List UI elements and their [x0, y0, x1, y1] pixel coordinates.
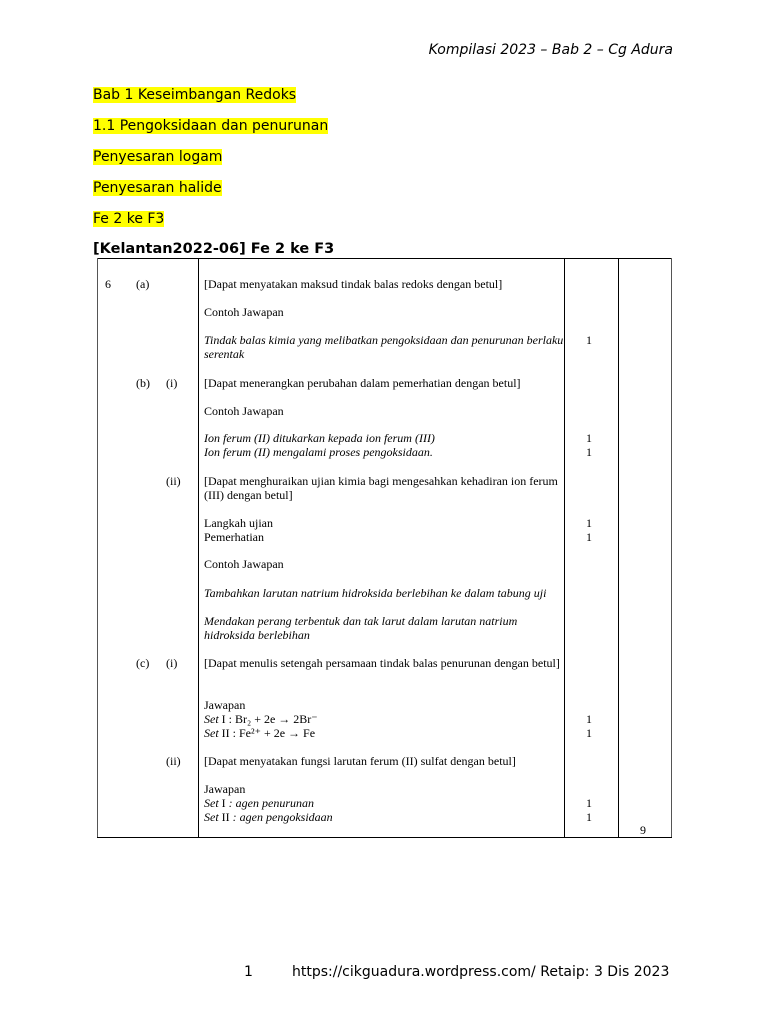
answer-text: Ion ferum (II) mengalami proses pengoksidaan. [204, 445, 433, 459]
subpart-label: (i) [166, 656, 178, 670]
function-set-1: Set I : agen penurunan [204, 796, 314, 810]
part-label: (a) [136, 277, 150, 291]
mark-value: 1 [586, 726, 592, 740]
page-number: 1 [244, 964, 253, 980]
mark-value: 1 [586, 445, 592, 459]
example-label: Contoh Jawapan [204, 557, 284, 571]
mark-value: 1 [586, 712, 592, 726]
mark-value: 1 [586, 516, 592, 530]
criteria-text: [Dapat menerangkan perubahan dalam pemerhatian dengan betul] [204, 376, 521, 390]
criteria-text: [Dapat menghuraikan ujian kimia bagi mengesahkan kehadiran ion ferum (III) dengan betul] [204, 474, 558, 502]
mark-value: 1 [586, 810, 592, 824]
mark-value: 1 [586, 796, 592, 810]
highlight-halide-displacement: Penyesaran halide [93, 180, 222, 196]
equation-set-1: Set I : Br₂ + 2e → 2Br⁻ [204, 712, 318, 726]
answer-text: Tindak balas kimia yang melibatkan pengoksidaan dan penurunan berlaku serentak [204, 333, 564, 361]
footer-text: https://cikguadura.wordpress.com/ Retaip: 3 Dis 2023 [292, 964, 670, 980]
part-label: (b) [136, 376, 150, 390]
highlight-chapter: Bab 1 Keseimbangan Redoks [93, 87, 297, 103]
table-divider [564, 258, 565, 837]
answer-label: Jawapan [204, 698, 246, 712]
total-marks: 9 [640, 823, 646, 837]
observation-label: Pemerhatian [204, 530, 264, 544]
equation-set-2: Set II : Fe²⁺ + 2e → Fe [204, 726, 316, 740]
subpart-label: (i) [166, 376, 178, 390]
criteria-text: [Dapat menyatakan fungsi larutan ferum (II) sulfat dengan betul] [204, 754, 516, 768]
part-label: (c) [136, 656, 150, 670]
page-header: Kompilasi 2023 – Bab 2 – Cg Adura [428, 42, 673, 58]
highlight-subtopic: 1.1 Pengoksidaan dan penurunan [93, 118, 329, 134]
section-title: [Kelantan2022-06] Fe 2 ke F3 [93, 241, 335, 257]
table-divider [671, 258, 672, 837]
highlight-fe-conversion: Fe 2 ke F3 [93, 211, 165, 227]
mark-value: 1 [586, 530, 592, 544]
answer-text: Ion ferum (II) ditukarkan kepada ion ferum (III) [204, 431, 435, 445]
mark-value: 1 [586, 333, 592, 347]
answer-text: Tambahkan larutan natrium hidroksida berlebihan ke dalam tabung uji [204, 586, 547, 600]
subpart-label: (ii) [166, 474, 181, 488]
function-set-2: Set II : agen pengoksidaan [204, 810, 333, 824]
table-divider [97, 258, 98, 837]
table-divider [198, 258, 199, 837]
example-label: Contoh Jawapan [204, 404, 284, 418]
answer-text: Mendakan perang terbentuk dan tak larut dalam larutan natrium hidroksida berlebihan [204, 614, 518, 642]
criteria-text: [Dapat menulis setengah persamaan tindak balas penurunan dengan betul] [204, 656, 560, 670]
subpart-label: (ii) [166, 754, 181, 768]
step-label: Langkah ujian [204, 516, 273, 530]
question-number: 6 [105, 277, 111, 291]
answer-label: Jawapan [204, 782, 246, 796]
highlight-metal-displacement: Penyesaran logam [93, 149, 223, 165]
table-divider [618, 258, 619, 837]
criteria-text: [Dapat menyatakan maksud tindak balas redoks dengan betul] [204, 277, 503, 291]
example-label: Contoh Jawapan [204, 305, 284, 319]
mark-value: 1 [586, 431, 592, 445]
